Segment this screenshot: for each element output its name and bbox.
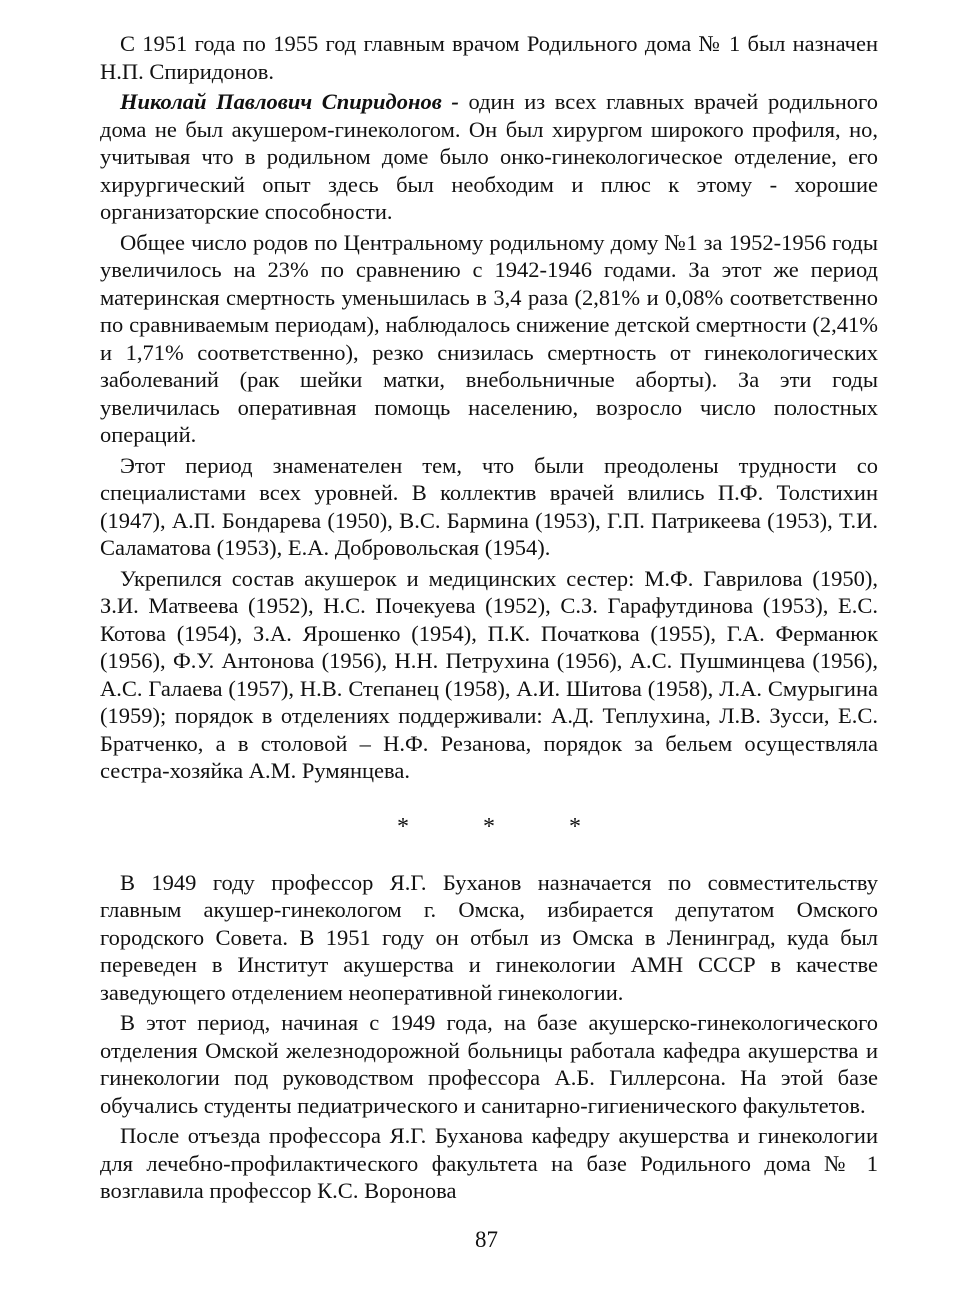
section-separator: * * * (397, 813, 615, 840)
paragraph-spiridonov-bio (100, 88, 878, 226)
paragraph-bukhanov: В 1949 году профессор Я.Г. Буханов назначается по совместительству главным акушер-гинекологом г. Омска, избирается депутатом Омского городского Совета. В 1951 году он отбыл из Омска в Ленинград, куда был переведен в Институт акушерства и гинекологии АМН СССР в качестве заведующего отделением неоперативной гинекологии. (100, 869, 878, 1005)
paragraph-statistics: Общее число родов по Центральному родильному дому №1 за 1952-1956 годы увеличилось на 23% по сравнению с 1942-1946 годами. За этот же период материнская смертность уменьшилась в 3,4 раза (2,81% и 0,08% соответственно по сравниваемым периодам), наблюдалось снижение детской смертности (2,41% и 1,71% соответственно), резко снизилась смертность от гинекологических заболеваний (рак шейки матки, внебольничные аборты). За эти годы увеличилась оперативная помощь населению, возросло число полостных операций. (100, 229, 878, 447)
paragraph-railway-hospital: В этот период, начиная с 1949 года, на базе акушерско-гинекологического отделения Омской железнодорожной больницы работала кафедра акушерства и гинекологии под руководством профессора А.Б. Гиллерсона. На этой базе обучались студенты педиатрического и санитарно-гигиенического факультетов. (100, 1010, 878, 1118)
page-number: 87 (475, 1227, 498, 1252)
page-body (100, 30, 878, 1208)
paragraph-doctors: Этот период знаменателен тем, что были преодолены трудности со специалистами всех уровней. В коллектив врачей влились П.Ф. Толстихин (1947), А.П. Бондарева (1950), В.С. Бармина (1953), Г.П. Патрикеева (1953), Т.И. Саламатова (1953), Е.А. Добровольская (1954). (100, 452, 878, 560)
paragraph-spiridonov-appointment: С 1951 года по 1955 год главным врачом Родильного дома № 1 был назначен Н.П. Спиридонов. (100, 31, 878, 84)
paragraph-bio-text: один из всех главных врачей родильного дома не был акушером-гинекологом. Он был хирургом широкого профиля, но, учитывая что в родильном доме было онко-гинекологическое отделение, его хирургический опыт здесь был необходим и плюс к этому - хорошие организаторские способности. (100, 89, 878, 224)
paragraph-nurses: Укрепился состав акушерок и медицинских сестер: М.Ф. Гаврилова (1950), З.И. Матвеева (1952), Н.С. Почекуева (1952), С.З. Гарафутдинова (1953), Е.С. Котова (1954), З.А. Ярошенко (1954), П.К. Початкова (1955), Г.А. Ферманюк (1956), Ф.У. Антонова (1956), Н.Н. Петрухина (1956), А.С. Пушминцева (1956), А.С. Галаева (1957), Н.В. Степанец (1958), А.И. Шитова (1958), Л.А. Смурыгина (1959); порядок в отделениях поддерживали: А.Д. Теплухина, Л.В. Зусси, Е.С. Братченко, а в столовой – Н.Ф. Резанова, порядок за бельем осуществляла сестра-хозяйка А.М. Румянцева. (100, 565, 878, 783)
paragraph-lead-name: Николай Павлович Спиридонов - (120, 89, 459, 114)
paragraph-voronova: После отъезда профессора Я.Г. Буханова кафедру акушерства и гинекологии для лечебно-профилактического факультета на базе Родильного дома № 1 возглавила профессор К.С. Воронова (100, 1123, 878, 1203)
section-gap (100, 847, 878, 869)
